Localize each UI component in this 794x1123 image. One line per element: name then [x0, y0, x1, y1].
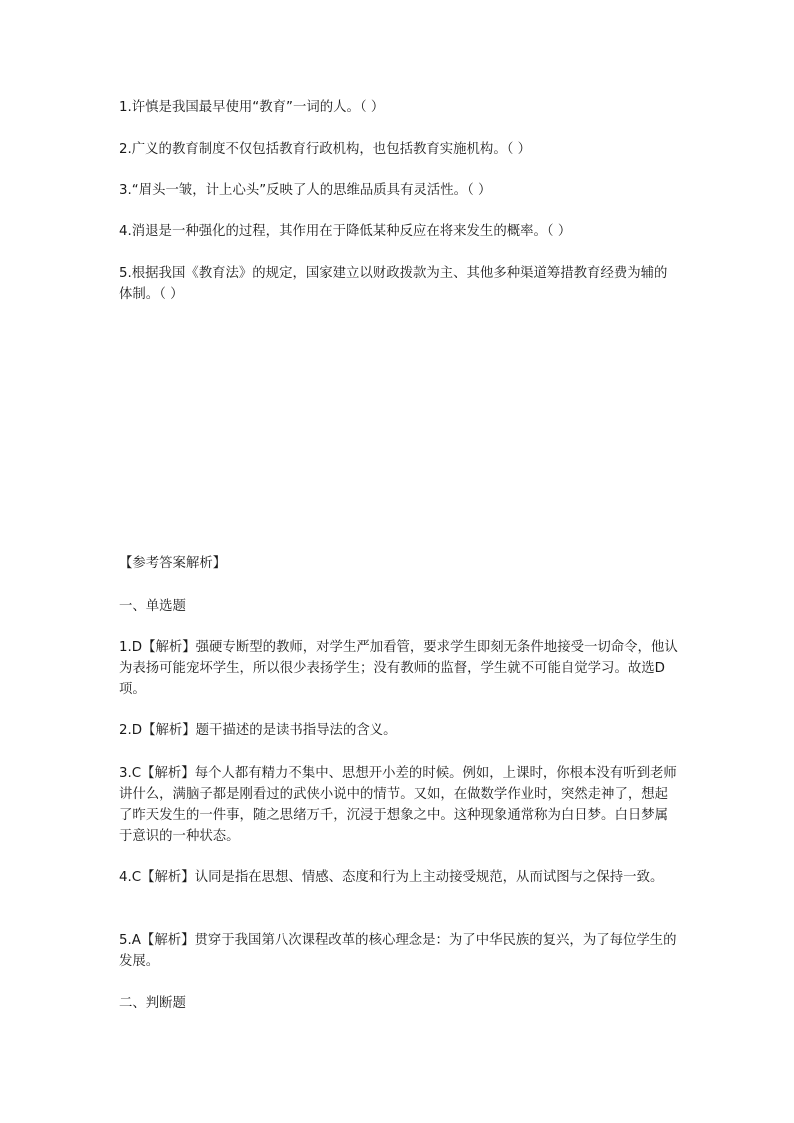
question-1: 1.许慎是我国最早使用“教育”一词的人。（ ） [119, 100, 385, 115]
answer-section-title: 【参考答案解析】 [119, 556, 227, 571]
answer-1: 1.D【解析】强硬专断型的教师，对学生严加看管，要求学生即刻无条件地接受一切命令，他认为表扬可能宠坏学生，所以很少表扬学生；没有教师的监督，学生就不可能自觉学习。故选D项。 [119, 640, 678, 697]
answer-2: 2.D【解析】题干描述的是读书指导法的含义。 [119, 723, 397, 738]
answer-3: 3.C【解析】每个人都有精力不集中、思想开小差的时候。例如，上课时，你根本没有听到老师讲什么，满脑子都是刚看过的武侠小说中的情节。又如，在做数学作业时，突然走神了，想起了昨天发生的一件事，随之思绪万千，沉浸于想象之中。这种现象通常称为白日梦。白日梦属于意识的一种状态。 [119, 766, 677, 844]
question-4: 4.消退是一种强化的过程，其作用在于降低某种反应在将来发生的概率。（ ） [119, 224, 572, 239]
question-3: 3.“眉头一皱，计上心头”反映了人的思维品质具有灵活性。（ ） [119, 183, 492, 198]
question-5: 5.根据我国《教育法》的规定，国家建立以财政拨款为主、其他多种渠道筹措教育经费为辅的体制。（ ） [119, 266, 668, 302]
answer-4: 4.C【解析】认同是指在思想、情感、态度和行为上主动接受规范，从而试图与之保持一致。 [119, 870, 664, 885]
section-heading-single-choice: 一、单选题 [119, 599, 186, 614]
answer-5: 5.A【解析】贯穿于我国第八次课程改革的核心理念是：为了中华民族的复兴，为了每位学生的发展。 [119, 933, 677, 969]
question-2: 2.广义的教育制度不仅包括教育行政机构，也包括教育实施机构。（ ） [119, 142, 532, 157]
section-heading-true-false: 二、判断题 [119, 996, 186, 1011]
